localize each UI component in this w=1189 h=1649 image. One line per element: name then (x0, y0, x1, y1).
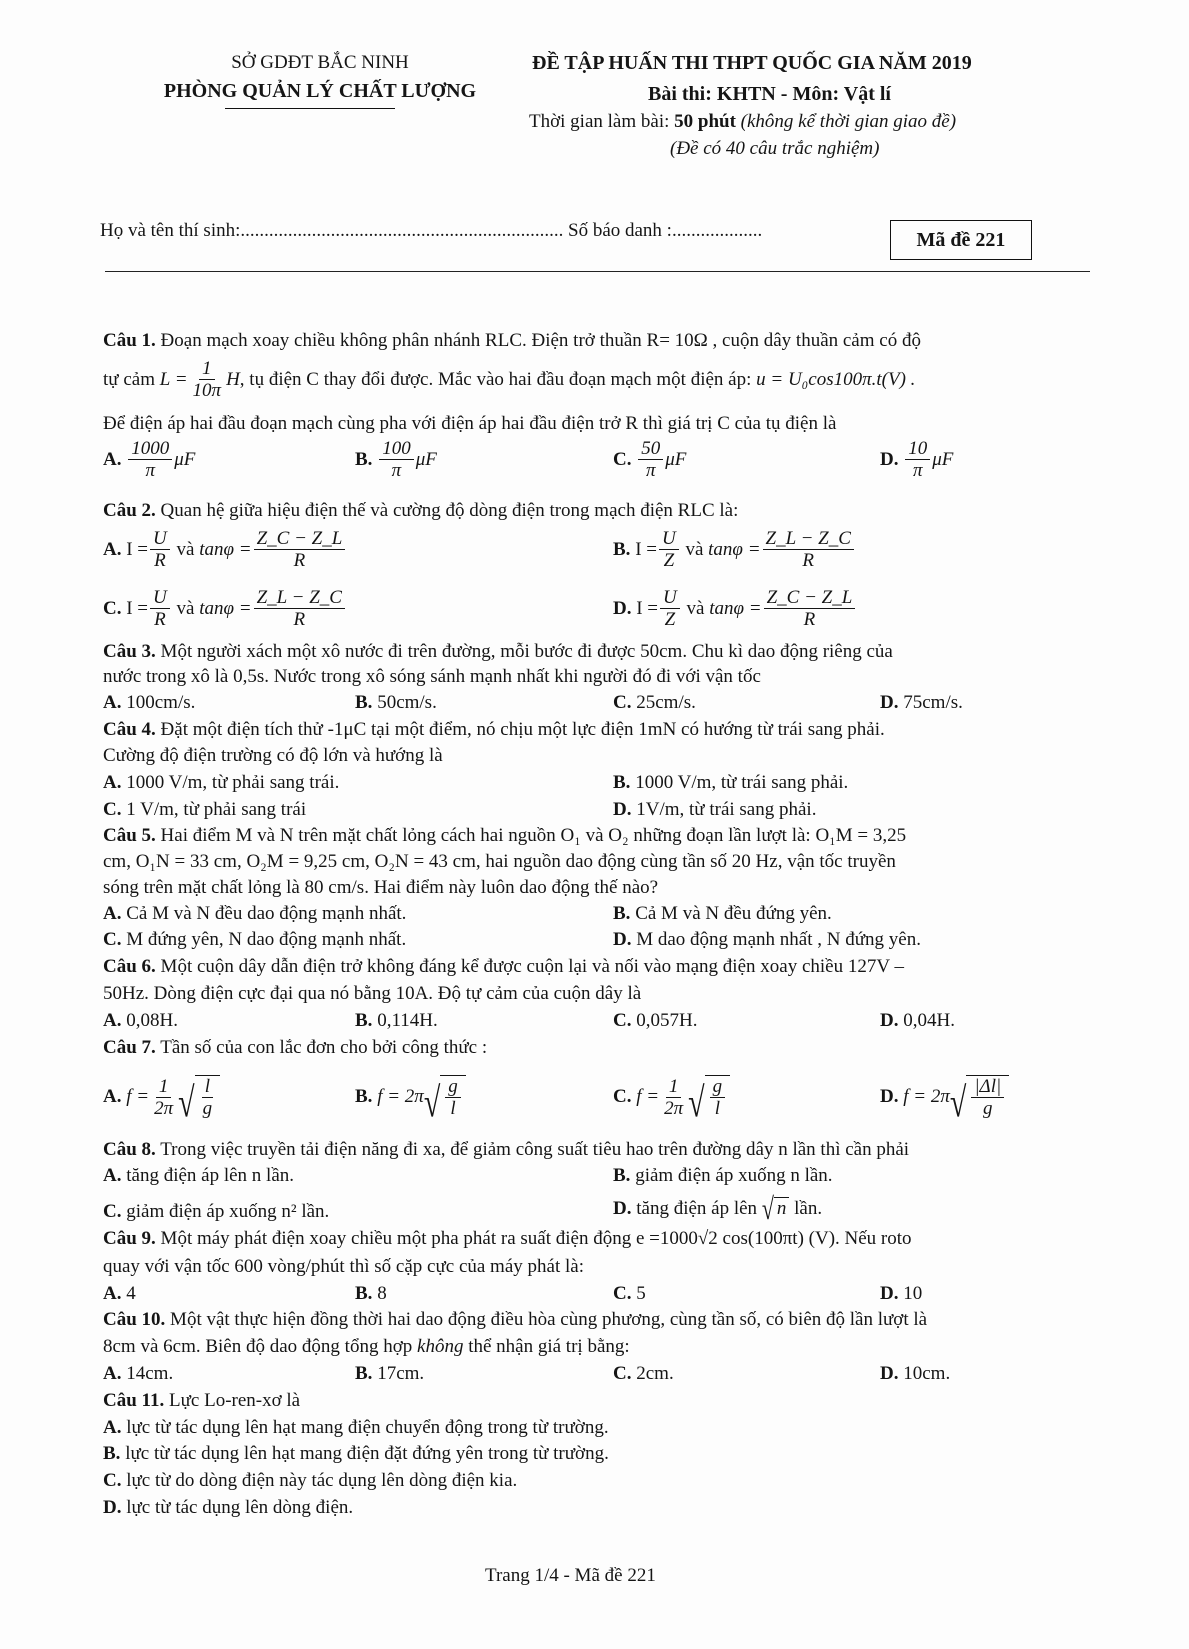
q9-b-key: B. (355, 1283, 373, 1304)
q1-text1: Đoạn mạch xoay chiều không phân nhánh RLC. Điện trở thuần R= 10Ω , cuộn dây thuần cảm có độ (160, 330, 921, 351)
q10-line2 (103, 1336, 630, 1358)
q9-a-key: A. (103, 1283, 122, 1304)
q8-option-c[interactable] (103, 1201, 329, 1223)
q2-c-tnum: Z_L − Z_C (254, 587, 345, 609)
q8-d-key: D. (613, 1197, 632, 1219)
q2-option-c[interactable] (103, 587, 347, 630)
q7-a-coef-num: 1 (156, 1076, 172, 1098)
q5-a-text: Cả M và N đều dao động mạnh nhất. (126, 903, 407, 924)
q1-d-key: D. (880, 448, 899, 470)
q2-a-ifrac (150, 528, 170, 571)
q7-c-sqrt: √ $\frac{g}{l}$ (688, 1075, 730, 1119)
q4-label: Câu 4. (103, 719, 156, 740)
office-name: PHÒNG QUẢN LÝ CHẤT LƯỢNG (163, 80, 477, 102)
q6-option-d[interactable] (880, 1010, 955, 1032)
q11-d-key: D. (103, 1497, 122, 1518)
q10-b-key: B. (355, 1363, 373, 1384)
q7-c-rden: l (714, 1098, 720, 1119)
q2-c-tden: R (293, 609, 306, 630)
q7-a-coef (151, 1076, 176, 1119)
q3-d-key: D. (880, 692, 899, 713)
q2-a-i: I = (126, 538, 149, 560)
q5-c-key: C. (103, 929, 122, 950)
q2-label: Câu 2. (103, 500, 156, 521)
q5-option-d[interactable] (613, 929, 921, 951)
q11-label: Câu 11. (103, 1390, 165, 1411)
q2-a-tnum: Z_C − Z_L (254, 528, 346, 550)
q3-option-a[interactable] (103, 692, 195, 714)
q5-line1 (103, 825, 906, 847)
q2-d-conj: và (686, 597, 705, 619)
q8-c-key: C. (103, 1201, 122, 1222)
q7-label: Câu 7. (103, 1037, 156, 1058)
q5-b-text: Cả M và N đều đứng yên. (635, 903, 832, 924)
time-value: 50 phút (674, 111, 736, 132)
q10-d-text: 10cm. (903, 1363, 951, 1384)
q11-question (103, 1390, 300, 1412)
q1-c-den: π (645, 460, 656, 481)
divider-line (105, 271, 1090, 272)
q8-option-a[interactable] (103, 1165, 294, 1187)
q1-b-frac (379, 438, 414, 481)
q1-line2 (103, 358, 915, 401)
q1-c-key: C. (613, 448, 632, 470)
q7-d-lhs: f = 2π (903, 1086, 950, 1107)
q8-b-key: B. (613, 1165, 631, 1186)
q3-a-key: A. (103, 692, 122, 713)
q8-d-sqrt: √ n (762, 1197, 790, 1220)
q1-option-c[interactable] (613, 438, 686, 481)
q4-a-text: 1000 V/m, từ phải sang trái. (126, 772, 340, 793)
q10-option-a[interactable] (103, 1363, 173, 1385)
q2-d-i: I = (636, 597, 659, 619)
q7-c-coef-num: 1 (666, 1076, 682, 1098)
q4-b-key: B. (613, 772, 631, 793)
q1-l-var: L = (159, 368, 188, 390)
q2-option-d[interactable] (613, 587, 857, 630)
q1-b-num: 100 (379, 438, 414, 460)
q1-d-den: π (912, 460, 923, 481)
q10-option-d[interactable] (880, 1363, 950, 1385)
q7-c-coef (661, 1076, 686, 1119)
q7-b-sqrt: √ $\frac{g}{l}$ (424, 1075, 466, 1119)
q1-c-num: 50 (638, 438, 663, 460)
q8-a-key: A. (103, 1165, 122, 1186)
q2-d-key: D. (613, 597, 632, 619)
q8-a-text: tăng điện áp lên n lần. (126, 1165, 295, 1186)
time-note: (không kể thời gian giao đề) (740, 111, 957, 132)
q1-option-b[interactable] (355, 438, 437, 481)
q3-option-b[interactable] (355, 692, 437, 714)
q5-d-text: M dao động mạnh nhất , N đứng yên. (636, 929, 921, 950)
exam-time (529, 111, 956, 133)
q3-d-text: 75cm/s. (903, 692, 963, 713)
q9-option-a[interactable] (103, 1283, 136, 1305)
q1-c-unit: μF (665, 448, 687, 470)
q1-c-frac (638, 438, 663, 481)
q7-a-coef-den: 2π (154, 1097, 174, 1119)
q11-option-b[interactable] (103, 1443, 609, 1465)
q5-line2: cm, O₁N = 33 cm, O₂M = 9,25 cm, O₂N = 43 cm, hai nguồn dao động cùng tần số 20 Hz, vận tốc truyền (103, 851, 896, 872)
q1-d-frac (905, 438, 930, 481)
q10-c-key: C. (613, 1363, 632, 1384)
page-footer: Trang 1/4 - Mã đề 221 (485, 1565, 656, 1586)
q5-option-b[interactable] (613, 903, 832, 925)
q11-c-text: lực từ do dòng điện này tác dụng lên dòng điện kia. (126, 1470, 518, 1491)
exam-title: ĐỀ TẬP HUẤN THI THPT QUỐC GIA NĂM 2019 (532, 52, 972, 74)
q1-l-den: 10π (192, 380, 222, 401)
time-prefix: Thời gian làm bài: (529, 111, 670, 132)
exam-subject: Bài thi: KHTN - Môn: Vật lí (648, 83, 891, 105)
q7-option-b[interactable] (355, 1075, 466, 1127)
q4-a-key: A. (103, 772, 122, 793)
q8-option-d[interactable] (613, 1190, 823, 1226)
q10-a-text: 14cm. (126, 1363, 174, 1384)
q8-d-text-a: tăng điện áp lên (636, 1197, 758, 1219)
q5-option-c[interactable] (103, 929, 406, 951)
q6-d-text: 0,04H. (903, 1010, 955, 1031)
q7-d-rden: g (983, 1098, 993, 1119)
q5-option-a[interactable] (103, 903, 406, 925)
q1-a-den: π (145, 460, 155, 481)
q2-a-inum: U (150, 528, 170, 550)
q2-c-tfrac (254, 587, 345, 630)
q1-l-num: 1 (199, 358, 215, 380)
q1-option-a[interactable] (103, 438, 195, 481)
candidate-id-field: Số báo danh :................... (568, 220, 763, 241)
q9-b-text: 8 (377, 1283, 387, 1304)
q5-text1: Hai điểm M và N trên mặt chất lỏng cách hai nguồn O₁ và O₂ những đoạn lần lượt là: O₁M = 3,25 (160, 825, 907, 846)
q6-line2: 50Hz. Dòng điện cực đại qua nó bằng 10A. Độ tự cảm của cuộn dây là (103, 983, 642, 1004)
q4-d-text: 1V/m, từ trái sang phải. (636, 799, 817, 820)
q11-c-key: C. (103, 1470, 122, 1491)
q10-text1: Một vật thực hiện đồng thời hai dao động điều hòa cùng phương, cùng tần số, có biên độ lần lượt là (170, 1309, 928, 1330)
q7-b-rnum: g (445, 1076, 461, 1098)
q9-option-b[interactable] (355, 1283, 387, 1305)
q4-line1 (103, 719, 885, 741)
q7-option-c[interactable] (613, 1075, 730, 1127)
q8-option-b[interactable] (613, 1165, 833, 1187)
q2-b-iden: Z (663, 550, 675, 571)
q7-c-coef-den: 2π (664, 1097, 684, 1119)
q1-b-den: π (391, 460, 402, 481)
q2-b-ifrac (659, 528, 679, 571)
q5-line3: sóng trên mặt chất lỏng là 80 cm/s. Hai điểm này luôn dao động thế nào? (103, 877, 659, 898)
q1-d-num: 10 (905, 438, 930, 460)
q1-l-unit: H (226, 368, 240, 390)
q4-option-a[interactable] (103, 772, 339, 794)
q8-text: Trong việc truyền tải điện năng đi xa, để giảm công suất tiêu hao trên đường dây n lần thì cần phải (160, 1139, 910, 1160)
q10-text2-em: không (417, 1336, 464, 1357)
q9-a-text: 4 (126, 1283, 136, 1304)
q10-text2a: 8cm và 6cm. Biên độ dao động tổng hợp (103, 1336, 413, 1357)
q7-c-lhs: f = (636, 1086, 660, 1107)
q5-d-key: D. (613, 929, 632, 950)
q2-c-key: C. (103, 597, 122, 619)
q3-c-text: 25cm/s. (636, 692, 696, 713)
q2-question (103, 500, 738, 522)
q7-a-lhs: f = (126, 1086, 150, 1107)
q7-option-d[interactable] (880, 1075, 1009, 1127)
q6-c-key: C. (613, 1010, 632, 1031)
exam-code: Mã đề 221 (916, 229, 1006, 251)
q2-a-tan: tanφ = (199, 538, 252, 560)
q9-c-text: 5 (636, 1283, 646, 1304)
q11-b-text: lực từ tác dụng lên hạt mang điện đặt đứng yên trong từ trường. (125, 1443, 609, 1464)
q1-line3: Để điện áp hai đầu đoạn mạch cùng pha với điện áp hai đầu điện trở R thì giá trị C của tụ điện là (103, 413, 837, 434)
q6-b-text: 0,114H. (377, 1010, 438, 1031)
q1-u-expr: u = U₀cos100π.t(V) . (756, 368, 916, 390)
q2-c-inum: U (150, 587, 170, 609)
q10-text2b: thể nhận giá trị bằng: (468, 1336, 630, 1357)
q6-c-text: 0,057H. (636, 1010, 698, 1031)
q1-a-unit: μF (174, 448, 196, 470)
q8-b-text: giảm điện áp xuống n lần. (635, 1165, 833, 1186)
q1-text2b: , tụ điện C thay đổi được. Mắc vào hai đầu đoạn mạch một điện áp: (239, 368, 752, 390)
q7-b-key: B. (355, 1086, 373, 1107)
q6-d-key: D. (880, 1010, 899, 1031)
q7-a-key: A. (103, 1086, 122, 1107)
q8-d-text-b: lần. (794, 1197, 823, 1219)
q7-option-a[interactable] (103, 1075, 220, 1127)
q4-d-key: D. (613, 799, 632, 820)
q3-line1 (103, 641, 893, 663)
q4-c-text: 1 V/m, từ phải sang trái (126, 799, 307, 820)
q10-option-c[interactable] (613, 1363, 674, 1385)
q8-c-text: giảm điện áp xuống n² lần. (126, 1201, 330, 1222)
q2-a-iden: R (154, 550, 166, 571)
q2-b-conj: và (685, 538, 704, 560)
q7-d-sqrt: √ $\frac{|\Delta l|}{g}$ (950, 1075, 1009, 1119)
q5-b-key: B. (613, 903, 631, 924)
q2-b-tden: R (802, 550, 815, 571)
q10-a-key: A. (103, 1363, 122, 1384)
q2-d-tan: tanφ = (709, 597, 762, 619)
q11-a-text: lực từ tác dụng lên hạt mang điện chuyển động trong từ trường. (126, 1417, 609, 1438)
q2-d-iden: Z (664, 609, 676, 630)
q3-c-key: C. (613, 692, 632, 713)
q10-option-b[interactable] (355, 1363, 424, 1385)
question-count: (Đề có 40 câu trắc nghiệm) (670, 138, 880, 159)
q1-label: Câu 1. (103, 330, 156, 351)
q3-b-key: B. (355, 692, 373, 713)
q2-c-i: I = (126, 597, 149, 619)
q11-b-key: B. (103, 1443, 121, 1464)
q4-option-d[interactable] (613, 799, 816, 821)
q2-b-inum: U (659, 528, 679, 550)
q1-a-frac (128, 438, 172, 481)
q7-question (103, 1037, 487, 1059)
dept-name: SỞ GDĐT BẮC NINH (231, 52, 409, 73)
q8-label: Câu 8. (103, 1139, 156, 1160)
q6-a-text: 0,08H. (126, 1010, 178, 1031)
q7-b-rden: l (450, 1098, 456, 1119)
q9-text1: Một máy phát điện xoay chiều một pha phát ra suất điện động e =1000√2 cos(100πt) (V). Nếu roto (160, 1228, 912, 1249)
exam-code-box (890, 220, 1032, 260)
q7-d-key: D. (880, 1086, 899, 1107)
q2-b-i: I = (635, 538, 657, 560)
q11-a-key: A. (103, 1417, 122, 1438)
q1-b-key: B. (355, 448, 373, 470)
candidate-name-field: Họ và tên thí sinh:.................................................................... (100, 220, 564, 241)
q6-option-b[interactable] (355, 1010, 438, 1032)
q10-d-key: D. (880, 1363, 899, 1384)
q6-label: Câu 6. (103, 956, 156, 977)
q7-c-key: C. (613, 1086, 632, 1107)
q3-label: Câu 3. (103, 641, 156, 662)
q3-a-text: 100cm/s. (126, 692, 196, 713)
q7-d-rnum: |Δl| (971, 1076, 1004, 1098)
q10-b-text: 17cm. (377, 1363, 425, 1384)
q2-d-ifrac (660, 587, 680, 630)
q2-c-iden: R (154, 609, 166, 630)
q9-d-text: 10 (903, 1283, 923, 1304)
q4-option-b[interactable] (613, 772, 848, 794)
header-underline (225, 108, 395, 109)
q11-option-c[interactable] (103, 1470, 517, 1492)
q7-text: Tần số của con lắc đơn cho bởi công thức : (160, 1037, 488, 1058)
q11-option-a[interactable] (103, 1417, 609, 1439)
q7-c-rnum: g (710, 1076, 726, 1098)
q5-c-text: M đứng yên, N dao động mạnh nhất. (126, 929, 407, 950)
q5-label: Câu 5. (103, 825, 156, 846)
q2-c-tan: tanφ = (199, 597, 252, 619)
q3-option-d[interactable] (880, 692, 963, 714)
q9-c-key: C. (613, 1283, 632, 1304)
q7-a-rden: g (202, 1098, 213, 1119)
q1-d-unit: μF (932, 448, 954, 470)
q4-line2: Cường độ điện trường có độ lớn và hướng là (103, 745, 443, 766)
q1-b-unit: μF (415, 448, 437, 470)
q2-a-tfrac (254, 528, 346, 571)
q2-a-conj: và (176, 538, 195, 560)
q3-b-text: 50cm/s. (377, 692, 437, 713)
q9-line1 (103, 1228, 912, 1250)
q1-option-d[interactable] (880, 438, 953, 481)
q4-text1: Đặt một điện tích thử -1μC tại một điểm, nó chịu một lực điện 1mN có hướng từ trái sang phải. (160, 719, 885, 740)
q2-text: Quan hệ giữa hiệu điện thế và cường độ dòng điện trong mạch điện RLC là: (160, 500, 739, 521)
q3-line2: nước trong xô là 0,5s. Nước trong xô sóng sánh mạnh nhất khi người đó đi với vận tốc (103, 666, 761, 687)
q2-b-tnum: Z_L − Z_C (763, 528, 854, 550)
q6-b-key: B. (355, 1010, 373, 1031)
q9-line2: quay với vận tốc 600 vòng/phút thì số cặp cực của máy phát là: (103, 1256, 584, 1277)
q2-d-tnum: Z_C − Z_L (764, 587, 856, 609)
q1-line1 (103, 330, 921, 352)
q7-a-sqrt: √ $\frac{l}{g}$ (178, 1075, 220, 1119)
q6-a-key: A. (103, 1010, 122, 1031)
q7-a-rnum: l (202, 1076, 213, 1098)
q1-a-num: 1000 (128, 438, 172, 460)
q2-a-key: A. (103, 538, 122, 560)
q8-question (103, 1139, 909, 1161)
q6-option-c[interactable] (613, 1010, 697, 1032)
q2-d-tfrac (764, 587, 856, 630)
q2-d-inum: U (660, 587, 680, 609)
q2-c-ifrac (150, 587, 170, 630)
q2-option-a[interactable] (103, 528, 347, 571)
q2-c-conj: và (176, 597, 195, 619)
q2-a-tden: R (293, 550, 306, 571)
q1-text2a: tự cảm (103, 368, 155, 390)
q1-a-key: A. (103, 448, 122, 470)
q11-d-text: lực từ tác dụng lên dòng điện. (126, 1497, 354, 1518)
q10-line1 (103, 1309, 927, 1331)
q2-b-tan: tanφ = (708, 538, 761, 560)
q9-option-c[interactable] (613, 1283, 646, 1305)
q9-d-key: D. (880, 1283, 899, 1304)
q7-b-lhs: f = 2π (377, 1086, 424, 1107)
q4-c-key: C. (103, 799, 122, 820)
q2-option-b[interactable] (613, 528, 856, 571)
q11-option-d[interactable] (103, 1497, 353, 1519)
q4-option-c[interactable] (103, 799, 306, 821)
q2-d-tden: R (803, 609, 816, 630)
q8-d-rad: n (774, 1197, 790, 1220)
q6-option-a[interactable] (103, 1010, 178, 1032)
q2-b-tfrac (763, 528, 854, 571)
q11-text: Lực Lo-ren-xơ là (169, 1390, 301, 1411)
q1-l-frac (190, 358, 225, 401)
q4-b-text: 1000 V/m, từ trái sang phải. (635, 772, 849, 793)
q3-text1: Một người xách một xô nước đi trên đường, mỗi bước đi được 50cm. Chu kì dao động riêng của (160, 641, 893, 662)
q10-c-text: 2cm. (636, 1363, 674, 1384)
q9-label: Câu 9. (103, 1228, 156, 1249)
q3-option-c[interactable] (613, 692, 696, 714)
q2-b-key: B. (613, 538, 631, 560)
q6-line1 (103, 956, 904, 978)
q10-label: Câu 10. (103, 1309, 166, 1330)
q6-text1: Một cuộn dây dẫn điện trở không đáng kể được cuộn lại và nối vào mạng điện xoay chiều 127V – (160, 956, 904, 977)
q5-a-key: A. (103, 903, 122, 924)
q9-option-d[interactable] (880, 1283, 922, 1305)
